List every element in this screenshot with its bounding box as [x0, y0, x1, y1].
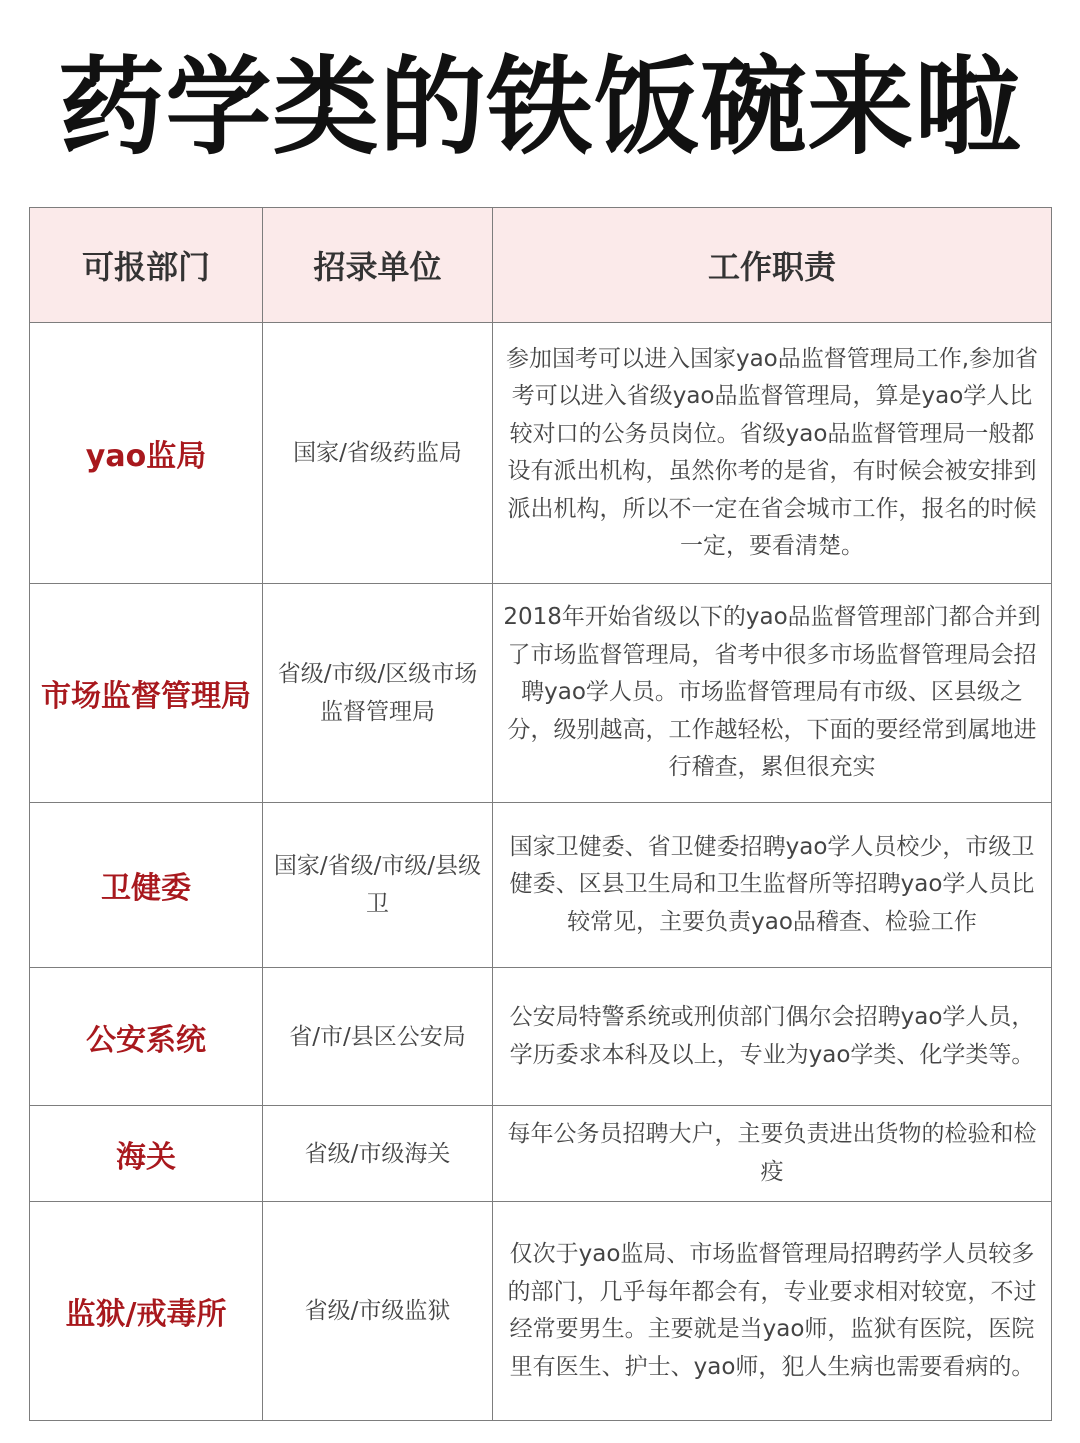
dept-cell: 监狱/戒毒所 — [30, 1202, 263, 1421]
duty-cell: 国家卫健委、省卫健委招聘yao学人员校少，市级卫健委、区县卫生局和卫生监督所等招聘yao学人员比较常见，主要负责yao品稽查、检验工作 — [493, 803, 1052, 968]
recruitment-table — [29, 207, 1052, 1421]
unit-cell: 省/市/县区公安局 — [263, 968, 493, 1106]
dept-cell: yao监局 — [30, 323, 263, 584]
unit-cell: 省级/市级海关 — [263, 1106, 493, 1202]
table-row — [30, 584, 1052, 803]
table-row — [30, 323, 1052, 584]
page-title: 药学类的铁饭碗来啦 — [58, 46, 1022, 169]
header-dept: 可报部门 — [30, 208, 263, 323]
table-row — [30, 968, 1052, 1106]
dept-cell: 市场监督管理局 — [30, 584, 263, 803]
table-row — [30, 1106, 1052, 1202]
dept-cell: 公安系统 — [30, 968, 263, 1106]
unit-cell: 省级/市级监狱 — [263, 1202, 493, 1421]
duty-cell: 每年公务员招聘大户，主要负责进出货物的检验和检疫 — [493, 1106, 1052, 1202]
dept-cell: 海关 — [30, 1106, 263, 1202]
duty-cell: 公安局特警系统或刑侦部门偶尔会招聘yao学人员，学历委求本科及以上，专业为yao学类、化学类等。 — [493, 968, 1052, 1106]
table-row — [30, 1202, 1052, 1421]
unit-cell: 国家/省级/市级/县级卫 — [263, 803, 493, 968]
duty-cell: 仅次于yao监局、市场监督管理局招聘药学人员较多的部门，几乎每年都会有，专业要求相对较宽，不过经常要男生。主要就是当yao师，监狱有医院，医院里有医生、护士、yao师，犯人生病也需要看病的。 — [493, 1202, 1052, 1421]
table-row — [30, 803, 1052, 968]
duty-cell: 2018年开始省级以下的yao品监督管理部门都合并到了市场监督管理局，省考中很多市场监督管理局会招聘yao学人员。市场监督管理局有市级、区县级之分，级别越高，工作越轻松，下面的要经常到属地进行稽查，累但很充实 — [493, 584, 1052, 803]
unit-cell: 国家/省级药监局 — [263, 323, 493, 584]
header-unit: 招录单位 — [263, 208, 493, 323]
table-header-row — [30, 208, 1052, 323]
dept-cell: 卫健委 — [30, 803, 263, 968]
header-duty: 工作职责 — [493, 208, 1052, 323]
unit-cell: 省级/市级/区级市场监督管理局 — [263, 584, 493, 803]
duty-cell: 参加国考可以进入国家yao品监督管理局工作,参加省考可以进入省级yao品监督管理局，算是yao学人比较对口的公务员岗位。省级yao品监督管理局一般都设有派出机构，虽然你考的是省，有时候会被安排到派出机构，所以不一定在省会城市工作，报名的时候一定，要看清楚。 — [493, 323, 1052, 584]
